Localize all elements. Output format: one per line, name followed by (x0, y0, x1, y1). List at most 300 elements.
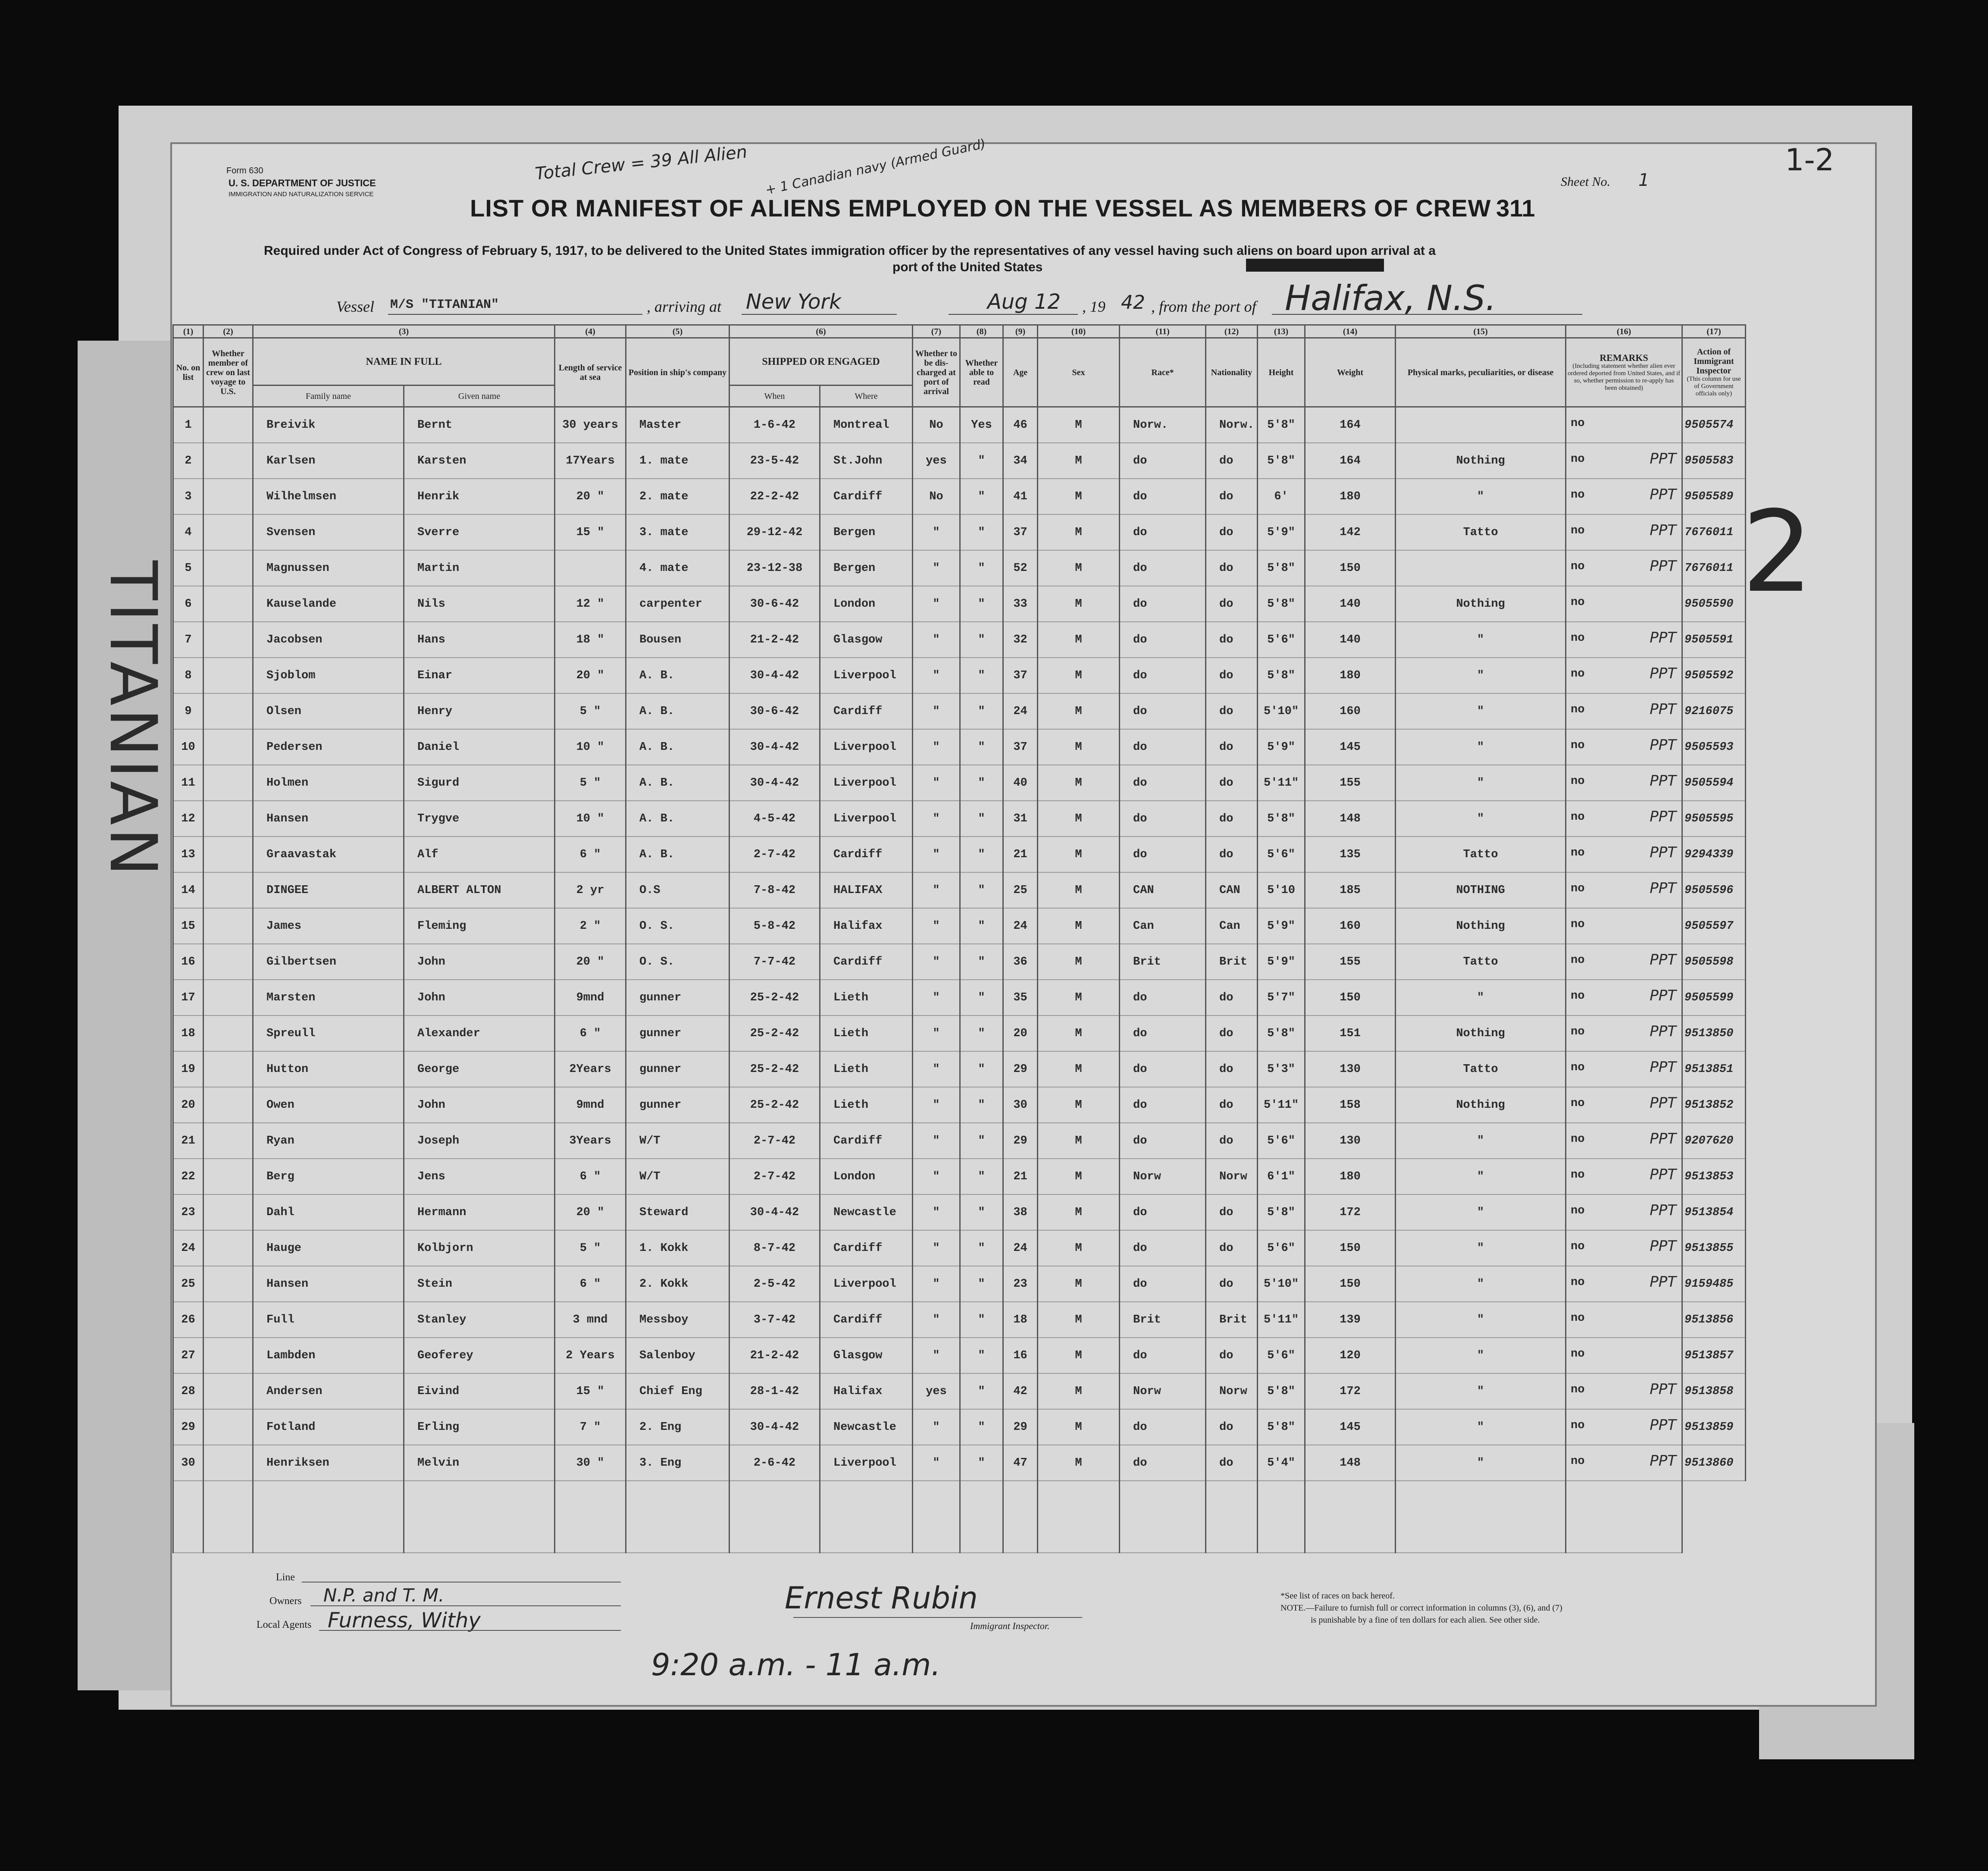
position: gunner (626, 1087, 729, 1123)
position: 1. mate (626, 443, 729, 479)
remarks-value: no (1571, 1419, 1585, 1432)
length-of-service: 5 " (555, 765, 626, 801)
nationality: do (1206, 586, 1258, 622)
shipped-where: Cardiff (820, 479, 913, 514)
ppt-mark: PPT (1650, 880, 1677, 897)
last-voyage-cell (203, 872, 253, 908)
remarks-value: no (1571, 882, 1585, 895)
ppt-mark: PPT (1650, 1452, 1677, 1470)
inspector-action: 9505598 (1682, 944, 1746, 980)
sex: M (1038, 837, 1120, 872)
blank-cell (820, 1481, 913, 1553)
position: carpenter (626, 586, 729, 622)
age: 16 (1003, 1338, 1038, 1373)
age: 24 (1003, 693, 1038, 729)
remarks-title: REMARKS (1600, 352, 1648, 363)
shipped-when: 30-4-42 (729, 1194, 820, 1230)
height: 5'8" (1258, 658, 1305, 693)
shipped-where: Bergen (820, 550, 913, 586)
discharged: " (913, 1338, 960, 1373)
shipped-when: 2-6-42 (729, 1445, 820, 1481)
family-name: Gilbertsen (253, 944, 404, 980)
physical-marks: " (1396, 1373, 1566, 1409)
race: Norw (1120, 1373, 1206, 1409)
inspector-action: 9505594 (1682, 765, 1746, 801)
race: Brit (1120, 1302, 1206, 1338)
crew-note: Total Crew = 39 All Alien (534, 142, 748, 184)
given-name: Stein (404, 1266, 555, 1302)
last-voyage-cell (203, 514, 253, 550)
physical-marks: " (1396, 1159, 1566, 1194)
remarks-value: no (1571, 453, 1585, 466)
last-voyage-cell (203, 980, 253, 1015)
ppt-mark: PPT (1650, 1023, 1677, 1040)
sex: M (1038, 514, 1120, 550)
nationality: do (1206, 837, 1258, 872)
col-number: (8) (960, 325, 1003, 338)
weight: 145 (1305, 729, 1396, 765)
shipped-when: 30-6-42 (729, 693, 820, 729)
race: Norw. (1120, 407, 1206, 443)
nationality: do (1206, 980, 1258, 1015)
inspector-action: 9505593 (1682, 729, 1746, 765)
physical-marks: " (1396, 801, 1566, 837)
col-number: (7) (913, 325, 960, 338)
weight: 140 (1305, 586, 1396, 622)
sex: M (1038, 693, 1120, 729)
given-name: Erling (404, 1409, 555, 1445)
nationality: do (1206, 1015, 1258, 1051)
able-to-read: " (960, 1087, 1003, 1123)
ppt-mark: PPT (1650, 629, 1677, 646)
able-to-read: " (960, 837, 1003, 872)
line-label: Line (276, 1572, 295, 1583)
family-name: Sjoblom (253, 658, 404, 693)
position: gunner (626, 1051, 729, 1087)
able-to-read: " (960, 1051, 1003, 1087)
given-name: Joseph (404, 1123, 555, 1159)
last-voyage-cell (203, 622, 253, 658)
remarks-value: no (1571, 1312, 1585, 1325)
position: W/T (626, 1123, 729, 1159)
remarks-cell (1566, 1302, 1682, 1338)
family-name: Hauge (253, 1230, 404, 1266)
shipped-where: Lieth (820, 980, 913, 1015)
age: 37 (1003, 514, 1038, 550)
able-to-read: " (960, 1230, 1003, 1266)
physical-marks (1396, 550, 1566, 586)
crew-row (173, 1445, 1746, 1481)
header-age: Age (1003, 338, 1038, 407)
remarks-value: no (1571, 1025, 1585, 1038)
weight: 155 (1305, 765, 1396, 801)
underline (388, 314, 642, 315)
length-of-service: 10 " (555, 801, 626, 837)
shipped-when: 23-12-38 (729, 550, 820, 586)
sheet-number: 1 (1638, 170, 1650, 190)
physical-marks: " (1396, 765, 1566, 801)
remarks-cell (1566, 586, 1682, 622)
last-voyage-cell (203, 837, 253, 872)
shipped-when: 2-5-42 (729, 1266, 820, 1302)
physical-marks: " (1396, 1266, 1566, 1302)
height: 5'8" (1258, 1409, 1305, 1445)
agents-value: Furness, Withy (328, 1608, 481, 1633)
shipped-when: 21-2-42 (729, 622, 820, 658)
inspector-action: 9505590 (1682, 586, 1746, 622)
sex: M (1038, 550, 1120, 586)
position: 4. mate (626, 550, 729, 586)
row-number: 6 (173, 586, 203, 622)
given-name: Hermann (404, 1194, 555, 1230)
remarks-value: no (1571, 739, 1585, 752)
manifest-rows (173, 407, 1746, 1553)
able-to-read: " (960, 801, 1003, 837)
last-voyage-cell (203, 801, 253, 837)
family-name: Fotland (253, 1409, 404, 1445)
header-race: Race* (1120, 338, 1206, 407)
last-voyage-cell (203, 1051, 253, 1087)
given-name: John (404, 944, 555, 980)
length-of-service: 7 " (555, 1409, 626, 1445)
length-of-service: 12 " (555, 586, 626, 622)
underline (310, 1605, 621, 1606)
shipped-where: Bergen (820, 514, 913, 550)
physical-marks: Tatto (1396, 514, 1566, 550)
able-to-read: " (960, 693, 1003, 729)
last-voyage-cell (203, 479, 253, 514)
inspector-action: 9513851 (1682, 1051, 1746, 1087)
race: do (1120, 801, 1206, 837)
height: 6'1" (1258, 1159, 1305, 1194)
discharged: " (913, 1159, 960, 1194)
ppt-mark: PPT (1650, 1094, 1677, 1112)
discharged: " (913, 1445, 960, 1481)
age: 42 (1003, 1373, 1038, 1409)
discharged: " (913, 1409, 960, 1445)
header-where: Where (820, 385, 913, 407)
col-number: (2) (203, 325, 253, 338)
nationality: do (1206, 479, 1258, 514)
race: do (1120, 1266, 1206, 1302)
row-number: 1 (173, 407, 203, 443)
position: Bousen (626, 622, 729, 658)
sex: M (1038, 1445, 1120, 1481)
able-to-read: Yes (960, 407, 1003, 443)
able-to-read: " (960, 1338, 1003, 1373)
physical-marks: " (1396, 693, 1566, 729)
shipped-when: 25-2-42 (729, 980, 820, 1015)
weight: 155 (1305, 944, 1396, 980)
given-name: Hans (404, 622, 555, 658)
age: 24 (1003, 908, 1038, 944)
shipped-when: 7-8-42 (729, 872, 820, 908)
shipped-where: Liverpool (820, 729, 913, 765)
sex: M (1038, 1373, 1120, 1409)
sex: M (1038, 443, 1120, 479)
shipped-when: 23-5-42 (729, 443, 820, 479)
crew-row (173, 1409, 1746, 1445)
remarks-cell (1566, 837, 1682, 872)
year-value: 42 (1121, 291, 1145, 313)
race: CAN (1120, 872, 1206, 908)
physical-marks: " (1396, 1194, 1566, 1230)
last-voyage-cell (203, 586, 253, 622)
action-subtitle: (This column for use of Government officials only) (1687, 376, 1741, 397)
remarks-cell (1566, 765, 1682, 801)
sex: M (1038, 944, 1120, 980)
ppt-mark: PPT (1650, 486, 1677, 503)
able-to-read: " (960, 550, 1003, 586)
last-voyage-cell (203, 1373, 253, 1409)
crew-row (173, 1338, 1746, 1373)
position: A. B. (626, 693, 729, 729)
sex: M (1038, 765, 1120, 801)
crew-row (173, 1194, 1746, 1230)
remarks-value: no (1571, 1097, 1585, 1110)
discharged: " (913, 1087, 960, 1123)
race: do (1120, 622, 1206, 658)
shipped-when: 30-6-42 (729, 586, 820, 622)
remarks-subtitle: (Including statement whether alien ever ordered deported from United States, and if so, whether permission to re-apply has been obtained) (1567, 362, 1681, 392)
family-name: Owen (253, 1087, 404, 1123)
height: 5'8" (1258, 1194, 1305, 1230)
remarks-value: no (1571, 1348, 1585, 1360)
blank-cell (555, 1481, 626, 1553)
sex: M (1038, 479, 1120, 514)
sex: M (1038, 1087, 1120, 1123)
crew-row (173, 1123, 1746, 1159)
able-to-read: " (960, 1445, 1003, 1481)
shipped-when: 25-2-42 (729, 1051, 820, 1087)
position: Steward (626, 1194, 729, 1230)
position: Messboy (626, 1302, 729, 1338)
position: Salenboy (626, 1338, 729, 1373)
height: 5'10" (1258, 693, 1305, 729)
inspector-action: 9505597 (1682, 908, 1746, 944)
crew-row (173, 443, 1746, 479)
departure-port: Halifax, N.S. (1285, 278, 1496, 318)
weight: 180 (1305, 1159, 1396, 1194)
weight: 150 (1305, 1230, 1396, 1266)
weight: 139 (1305, 1302, 1396, 1338)
ppt-mark: PPT (1650, 701, 1677, 718)
row-number: 15 (173, 908, 203, 944)
remarks-cell (1566, 693, 1682, 729)
list-number: 311 (1496, 194, 1535, 222)
able-to-read: " (960, 1373, 1003, 1409)
position: 2. Eng (626, 1409, 729, 1445)
shipped-when: 30-4-42 (729, 765, 820, 801)
position: 3. mate (626, 514, 729, 550)
remarks-cell (1566, 1266, 1682, 1302)
sex: M (1038, 1409, 1120, 1445)
col-number: (10) (1038, 325, 1120, 338)
remarks-cell (1566, 1051, 1682, 1087)
shipped-where: Glasgow (820, 1338, 913, 1373)
given-name: Karsten (404, 443, 555, 479)
family-name: Full (253, 1302, 404, 1338)
row-number: 25 (173, 1266, 203, 1302)
length-of-service: 20 " (555, 479, 626, 514)
header-member-last-voyage: Whether member of crew on last voyage to U.S. (203, 338, 253, 407)
nationality: CAN (1206, 872, 1258, 908)
remarks-cell (1566, 1087, 1682, 1123)
age: 20 (1003, 1015, 1038, 1051)
discharged: " (913, 550, 960, 586)
able-to-read: " (960, 729, 1003, 765)
shipped-when: 22-2-42 (729, 479, 820, 514)
blank-cell (1206, 1481, 1258, 1553)
remarks-cell (1566, 801, 1682, 837)
row-number: 2 (173, 443, 203, 479)
margin-ship-name: TITANIAN (95, 561, 170, 879)
shipped-when: 3-7-42 (729, 1302, 820, 1338)
discharged: yes (913, 443, 960, 479)
length-of-service (555, 550, 626, 586)
ppt-mark: PPT (1650, 808, 1677, 825)
family-name: Wilhelmsen (253, 479, 404, 514)
weight: 140 (1305, 622, 1396, 658)
header-able-read: Whether able to read (960, 338, 1003, 407)
blank-cell (1258, 1481, 1305, 1553)
blank-cell (404, 1481, 555, 1553)
inspector-label: Immigrant Inspector. (970, 1620, 1050, 1631)
shipped-when: 2-7-42 (729, 1123, 820, 1159)
margin-mark: 2 (1742, 487, 1813, 617)
row-number: 19 (173, 1051, 203, 1087)
race-note: *See list of races on back hereof. (1280, 1591, 1395, 1601)
physical-marks: Nothing (1396, 443, 1566, 479)
shipped-when: 8-7-42 (729, 1230, 820, 1266)
physical-marks: Tatto (1396, 944, 1566, 980)
col-number: (11) (1120, 325, 1206, 338)
length-of-service: 2 " (555, 908, 626, 944)
last-voyage-cell (203, 1445, 253, 1481)
ppt-mark: PPT (1650, 1381, 1677, 1398)
height: 5'11" (1258, 1087, 1305, 1123)
physical-marks: Nothing (1396, 1087, 1566, 1123)
sex: M (1038, 729, 1120, 765)
age: 29 (1003, 1123, 1038, 1159)
remarks-cell (1566, 658, 1682, 693)
length-of-service: 30 years (555, 407, 626, 443)
height: 5'11" (1258, 765, 1305, 801)
physical-marks: " (1396, 479, 1566, 514)
underline (1272, 314, 1582, 315)
ppt-mark: PPT (1650, 558, 1677, 575)
sex: M (1038, 980, 1120, 1015)
race: do (1120, 1445, 1206, 1481)
owners-value: N.P. and T. M. (323, 1585, 445, 1606)
remarks-value: no (1571, 1061, 1585, 1074)
able-to-read: " (960, 765, 1003, 801)
height: 5'10" (1258, 1266, 1305, 1302)
weight: 150 (1305, 980, 1396, 1015)
age: 36 (1003, 944, 1038, 980)
row-number: 28 (173, 1373, 203, 1409)
height: 6' (1258, 479, 1305, 514)
position: 3. Eng (626, 1445, 729, 1481)
race: Brit (1120, 944, 1206, 980)
col-number: (15) (1396, 325, 1566, 338)
corner-note: 1-2 (1785, 142, 1835, 178)
inspector-action: 9505574 (1682, 407, 1746, 443)
race: Can (1120, 908, 1206, 944)
remarks-cell (1566, 908, 1682, 944)
given-name: John (404, 1087, 555, 1123)
sex: M (1038, 1194, 1120, 1230)
remarks-value: no (1571, 990, 1585, 1003)
ppt-mark: PPT (1650, 987, 1677, 1004)
weight: 180 (1305, 479, 1396, 514)
family-name: Olsen (253, 693, 404, 729)
blank-cell (1566, 1481, 1682, 1553)
remarks-cell (1566, 550, 1682, 586)
able-to-read: " (960, 1409, 1003, 1445)
shipped-where: Halifax (820, 908, 913, 944)
remarks-cell (1566, 1373, 1682, 1409)
inspector-action: 9505591 (1682, 622, 1746, 658)
nationality: Can (1206, 908, 1258, 944)
blank-cell (729, 1481, 820, 1553)
remarks-cell (1566, 1338, 1682, 1373)
shipped-where: Glasgow (820, 622, 913, 658)
nationality: do (1206, 1266, 1258, 1302)
discharged: " (913, 729, 960, 765)
sex: M (1038, 908, 1120, 944)
nationality: do (1206, 550, 1258, 586)
last-voyage-cell (203, 908, 253, 944)
height: 5'9" (1258, 729, 1305, 765)
height: 5'7" (1258, 980, 1305, 1015)
last-voyage-cell (203, 729, 253, 765)
last-voyage-cell (203, 443, 253, 479)
family-name: Kauselande (253, 586, 404, 622)
remarks-cell (1566, 729, 1682, 765)
length-of-service: 6 " (555, 837, 626, 872)
shipped-where: Liverpool (820, 765, 913, 801)
remarks-cell (1566, 872, 1682, 908)
able-to-read: " (960, 622, 1003, 658)
weight: 142 (1305, 514, 1396, 550)
row-number: 30 (173, 1445, 203, 1481)
shipped-when: 21-2-42 (729, 1338, 820, 1373)
height: 5'10 (1258, 872, 1305, 908)
inspector-signature: Ernest Rubin (785, 1580, 978, 1616)
row-number: 9 (173, 693, 203, 729)
physical-marks: NOTHING (1396, 872, 1566, 908)
col-number: (13) (1258, 325, 1305, 338)
nationality: Norw (1206, 1373, 1258, 1409)
weight: 120 (1305, 1338, 1396, 1373)
weight: 130 (1305, 1051, 1396, 1087)
header-no-on-list: No. on list (173, 338, 203, 407)
age: 38 (1003, 1194, 1038, 1230)
remarks-value: no (1571, 918, 1585, 931)
sex: M (1038, 1015, 1120, 1051)
shipped-where: Montreal (820, 407, 913, 443)
family-name: Breivik (253, 407, 404, 443)
col-number: (5) (626, 325, 729, 338)
crew-row (173, 837, 1746, 872)
physical-marks: Nothing (1396, 586, 1566, 622)
last-voyage-cell (203, 693, 253, 729)
given-name: Fleming (404, 908, 555, 944)
height: 5'8" (1258, 1015, 1305, 1051)
inspector-action: 9505583 (1682, 443, 1746, 479)
nationality: do (1206, 1123, 1258, 1159)
